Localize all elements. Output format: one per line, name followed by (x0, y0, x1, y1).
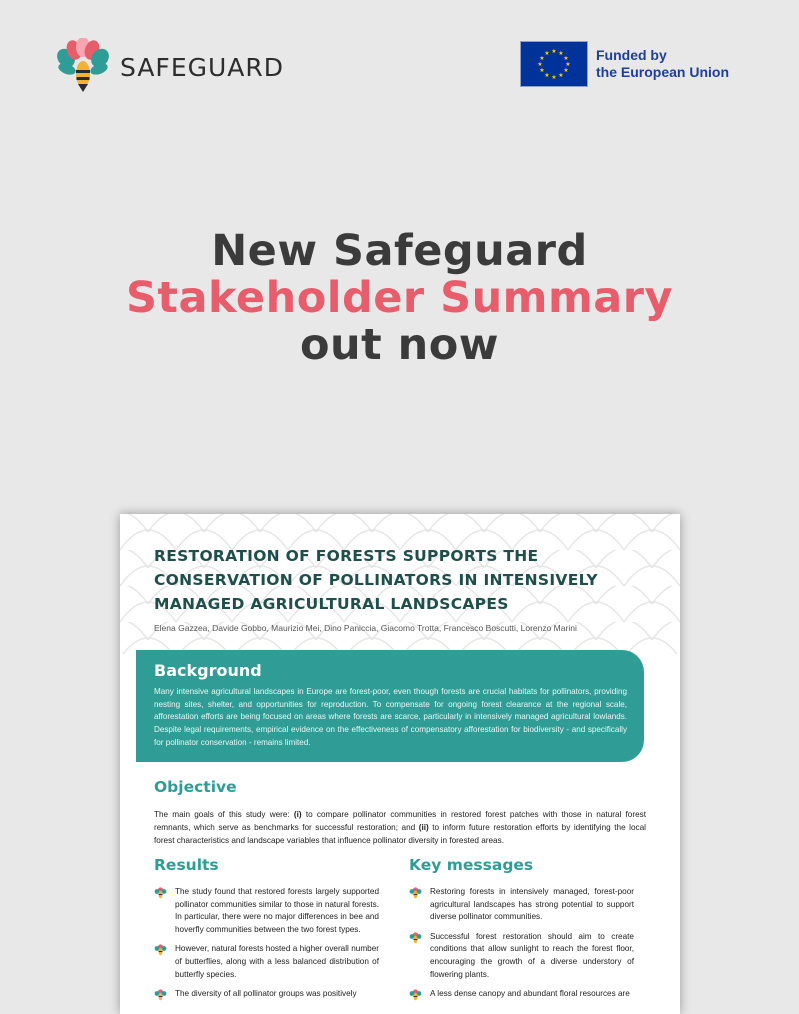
background-heading: Background (154, 661, 262, 680)
svg-text:★: ★ (544, 72, 550, 79)
bee-bullet-icon (409, 988, 422, 1001)
list-item (409, 886, 634, 924)
objective-text (154, 808, 646, 847)
svg-text:★: ★ (563, 55, 569, 62)
headline-line-2: Stakeholder Summary (125, 273, 674, 323)
bee-bullet-icon (154, 943, 167, 956)
objective-heading: Objective (154, 778, 237, 796)
document-title (154, 544, 654, 616)
list-item (409, 988, 634, 1001)
safeguard-brand (54, 38, 284, 94)
eu-flag-icon (520, 41, 588, 87)
svg-text:★: ★ (537, 61, 543, 68)
title-line: CONSERVATION OF POLLINATORS IN INTENSIVELY (154, 571, 598, 589)
result-item-text: The study found that restored forests largely supported pollinator communities similar to those in natural forests. In particular, there were no major differences in bee and hoverfly communities between the two forest types. (175, 887, 379, 934)
stakeholder-summary-document (120, 514, 680, 1014)
list-item (154, 943, 379, 981)
background-section (136, 650, 644, 762)
bee-flower-logo-icon (54, 38, 112, 94)
brand-name: SAFEGUARD (120, 52, 285, 82)
svg-text:★: ★ (558, 50, 564, 57)
key-messages-list (409, 886, 634, 1008)
svg-text:★: ★ (551, 48, 557, 55)
svg-text:★: ★ (551, 74, 557, 81)
bee-bullet-icon (409, 886, 422, 899)
svg-text:★: ★ (563, 67, 569, 74)
svg-text:★: ★ (539, 67, 545, 74)
objective-text-part: The main goals of this study were: (154, 810, 294, 819)
title-line: MANAGED AGRICULTURAL LANDSCAPES (154, 595, 509, 613)
title-line: RESTORATION OF FORESTS SUPPORTS THE (154, 547, 539, 565)
svg-text:★: ★ (544, 50, 550, 57)
eu-funding-badge (520, 41, 729, 87)
objective-text-part: to inform future restoration efforts by identifying the local forest characteristics and landscape variables that influence pollinator diversity in forested areas. (154, 823, 646, 845)
list-item (154, 988, 379, 1001)
key-message-text: A less dense canopy and abundant floral resources are (430, 989, 630, 999)
headline-line-3: out now (299, 320, 500, 370)
svg-text:★: ★ (565, 61, 571, 68)
key-messages-heading: Key messages (409, 856, 534, 874)
key-message-text: Successful forest restoration should aim to create conditions that allow sunlight to reach the forest floor, encouraging the growth of a diverse understory of flowering plants. (430, 931, 634, 979)
results-list (154, 886, 379, 1008)
result-item-text: However, natural forests hosted a higher overall number of butterflies, along with a less balanced distribution of butterfly species. (175, 944, 379, 979)
objective-marker: (ii) (418, 823, 429, 832)
results-heading: Results (154, 856, 219, 874)
bee-bullet-icon (154, 886, 167, 899)
headline-line-1: New Safeguard (211, 226, 588, 276)
svg-text:★: ★ (558, 72, 564, 79)
key-message-text: Restoring forests in intensively managed, forest-poor agricultural landscapes has strong potential to support diverse pollinator communities. (430, 887, 634, 922)
objective-marker: (i) (293, 810, 302, 819)
svg-text:★: ★ (539, 55, 545, 62)
eu-funding-text (596, 47, 729, 81)
list-item (154, 886, 379, 936)
document-authors: Elena Gazzea, Davide Gobbo, Maurizio Mei, Dino Paniccia, Giacomo Trotta, Francesco Boscutti, Lorenzo Marini (154, 623, 577, 633)
funder-line-2: the European Union (596, 64, 729, 80)
bee-bullet-icon (409, 931, 422, 944)
bee-bullet-icon (154, 988, 167, 1001)
background-text: Many intensive agricultural landscapes in Europe are forest-poor, even though forests are crucial habitats for pollinators, providing nesting sites, shelter, and opportunities for reproduction. To compensate for ongoing forest clearance at the regional scale, afforestation efforts are being focused on areas where forests are scarce, particularly in intensively managed agricultural lowlands. Despite legal requirements, empirical evidence on the effectiveness of compensatory afforestation for biodiversity - and specifically for pollinator conservation - remains limited. (154, 687, 627, 747)
list-item (409, 931, 634, 981)
objective-text-part: to compare pollinator communities in restored forest patches with those in natural forest remnants, which serve as benchmarks for successful restoration; and (154, 810, 647, 832)
funder-line-1: Funded by (596, 47, 667, 63)
result-item-text: The diversity of all pollinator groups was positively (175, 989, 357, 999)
headline (0, 228, 799, 369)
